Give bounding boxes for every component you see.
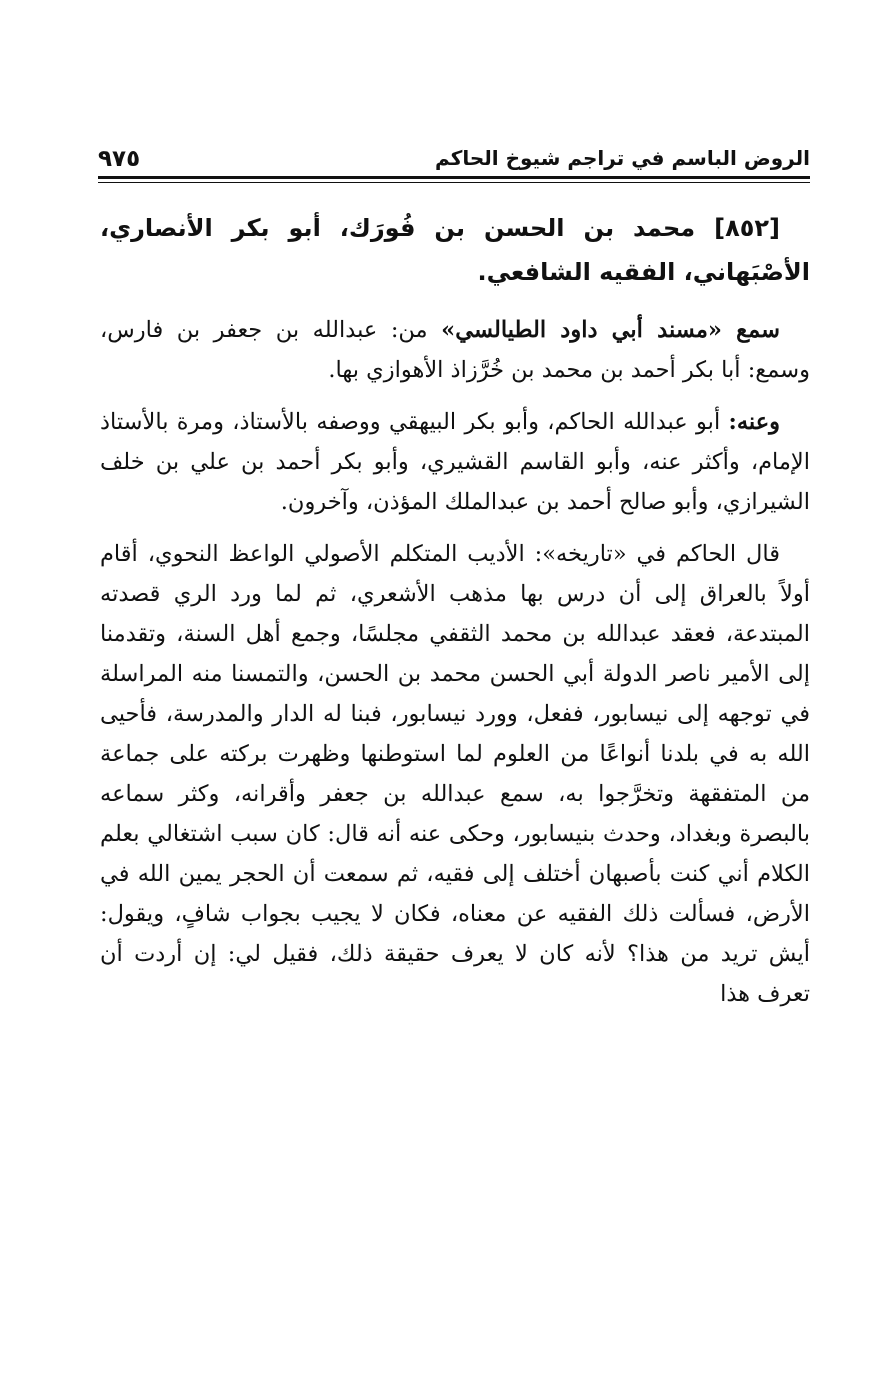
paragraph-narrators-text: أبو عبدالله الحاكم، وأبو بكر البيهقي ووصفه بالأستاذ، ومرة بالأستاذ الإمام، وأكثر عنه، وأبو القاسم القشيري، وأبو بكر أحمد بن علي بن خلف الشيرازي، وأبو صالح أحمد بن عبدالملك المؤذن، وآخرون.: [100, 409, 810, 515]
header-rule-thick: [98, 176, 810, 179]
entry-title: [٨٥٢] محمد بن الحسن بن فُورَك، أبو بكر الأنصاري، الأصْبَهاني، الفقيه الشافعي.: [100, 214, 810, 286]
paragraph-hearing: [100, 310, 810, 390]
header-rule-thin: [98, 182, 810, 183]
paragraph-narrators: [100, 402, 810, 522]
paragraph-hearing-lead: سمع «مسند أبي داود الطيالسي»: [441, 317, 780, 343]
running-header: [98, 138, 810, 174]
paragraph-narrators-lead: وعنه:: [728, 409, 780, 435]
paragraph-hearing-text: من: عبدالله بن جعفر بن فارس، وسمع: أبا بكر أحمد بن محمد بن خُرَّزاذ الأهوازي بها.: [100, 317, 810, 383]
book-title: الروض الباسم في تراجم شيوخ الحاكم: [435, 146, 810, 170]
page-body: [100, 206, 810, 1026]
page-number: ٩٧٥: [98, 146, 141, 172]
paragraph-biography: قال الحاكم في «تاريخه»: الأديب المتكلم الأصولي الواعظ النحوي، أقام أولاً بالعراق إلى أن درس بها مذهب الأشعري، ثم لما ورد الري قصدته المبتدعة، فعقد عبدالله بن محمد الثقفي مجلسًا، وجمع أهل السنة، وتقدمنا إلى الأمير ناصر الدولة أبي الحسن محمد بن الحسن، والتمسنا منه المراسلة في توجهه إلى نيسابور، ففعل، وورد نيسابور، فبنا له الدار والمدرسة، فأحيى الله به في بلدنا أنواعًا من العلوم لما استوطنها وظهرت بركته على جماعة من المتفقهة وتخرَّجوا به، سمع عبدالله بن جعفر وأقرانه، وكثر سماعه بالبصرة وبغداد، وحدث بنيسابور، وحكى عنه أنه قال: كان سبب اشتغالي بعلم الكلام أني كنت بأصبهان أختلف إلى فقيه، ثم سمعت أن الحجر يمين الله في الأرض، فسألت ذلك الفقيه عن معناه، فكان لا يجيب بجواب شافٍ، ويقول: أيش تريد من هذا؟ لأنه كان لا يعرف حقيقة ذلك، فقيل لي: إن أردت أن تعرف هذا: [100, 541, 810, 1007]
